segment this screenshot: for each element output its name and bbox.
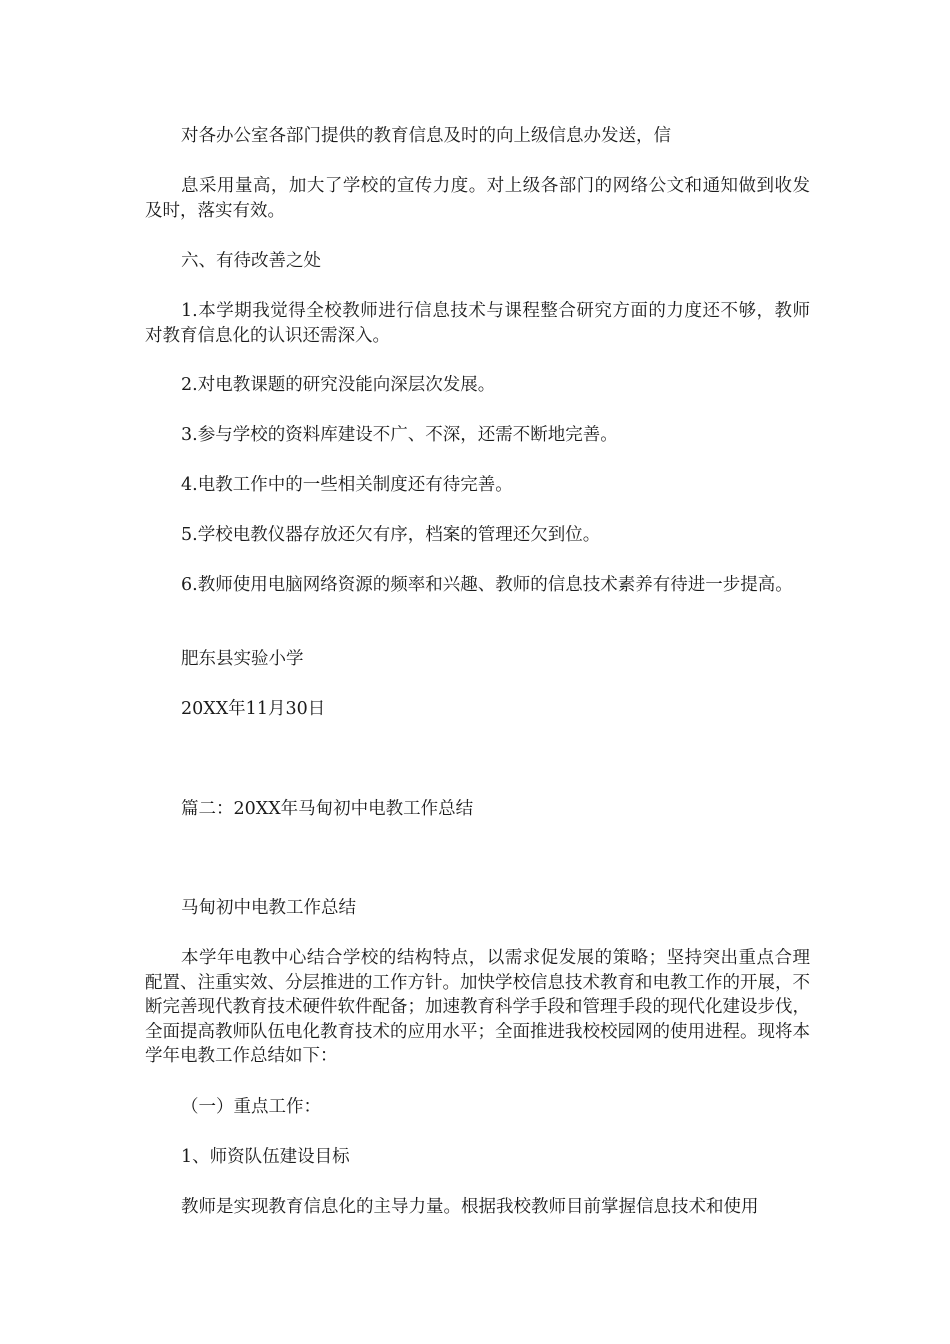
heading-improvements: 六、有待改善之处 bbox=[181, 251, 321, 271]
list-item-1: 1.本学期我觉得全校教师进行信息技术与课程整合研究方面的力度还不够，教师对教育信息化的认识还需深入。 bbox=[145, 301, 810, 346]
paragraph-info-adoption: 息采用量高，加大了学校的宣传力度。对上级各部门的网络公文和通知做到收发及时，落实有效。 bbox=[145, 176, 810, 221]
list-item-3: 3.参与学校的资料库建设不广、不深，还需不断地完善。 bbox=[181, 425, 618, 445]
paragraph-intro: 本学年电教中心结合学校的结构特点，以需求促发展的策略；坚持突出重点合理配置、注重实效、分层推进的工作方针。加快学校信息技术教育和电教工作的开展，不断完善现代教育技术硬件软件配备；加速教育科学手段和管理手段的现代化建设步伐，全面提高教师队伍电化教育技术的应用水平；全面推进我校校园网的使用进程。现将本学年电教工作总结如下： bbox=[145, 948, 810, 1066]
list-item-2: 2.对电教课题的研究没能向深层次发展。 bbox=[181, 375, 496, 395]
list-item-5: 5.学校电教仪器存放还欠有序，档案的管理还欠到位。 bbox=[181, 525, 601, 545]
section-title: 篇二：20XX年马甸初中电教工作总结 bbox=[181, 799, 474, 819]
signature-school: 肥东县实验小学 bbox=[181, 649, 304, 669]
heading-teacher-team: 1、师资队伍建设目标 bbox=[181, 1147, 350, 1167]
signature-date: 20XX年11月30日 bbox=[181, 699, 326, 719]
paragraph-info-sending: 对各办公室各部门提供的教育信息及时的向上级信息办发送，信 bbox=[181, 126, 671, 146]
article-title: 马甸初中电教工作总结 bbox=[181, 898, 356, 918]
list-item-6: 6.教师使用电脑网络资源的频率和兴趣、教师的信息技术素养有待进一步提高。 bbox=[181, 575, 793, 595]
list-item-4: 4.电教工作中的一些相关制度还有待完善。 bbox=[181, 475, 513, 495]
heading-key-work: （一）重点工作： bbox=[181, 1097, 321, 1117]
paragraph-teacher-role: 教师是实现教育信息化的主导力量。根据我校教师目前掌握信息技术和使用 bbox=[181, 1197, 759, 1217]
